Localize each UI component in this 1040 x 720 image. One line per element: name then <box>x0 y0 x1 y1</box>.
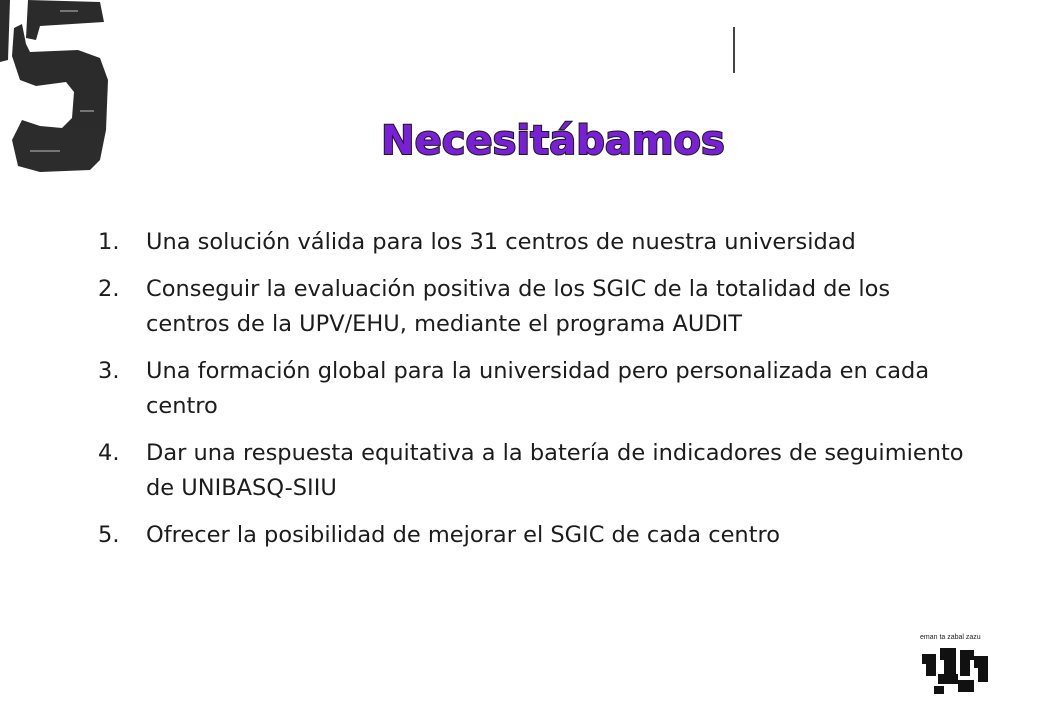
list-item-text: Una formación global para la universidad pero personalizada en cada centro <box>146 358 930 419</box>
list-item <box>98 225 978 260</box>
list-item-number: 3. <box>98 358 120 384</box>
university-logo <box>920 634 996 696</box>
list-item <box>98 354 978 424</box>
divider-line <box>733 27 735 73</box>
list-item-text: Ofrecer la posibilidad de mejorar el SGIC de cada centro <box>146 522 781 548</box>
list-item <box>98 436 978 506</box>
slide-title: Necesitábamos <box>381 118 725 164</box>
list-item <box>98 272 978 342</box>
list-item-number: 1. <box>98 229 120 255</box>
list-item-number: 2. <box>98 276 120 302</box>
list-item-text: Una solución válida para los 31 centros de nuestra universidad <box>146 229 856 255</box>
upv-ehu-logo-icon <box>920 644 996 696</box>
list-item-text: Dar una respuesta equitativa a la batería de indicadores de seguimiento de UNIBASQ-SIIU <box>146 440 964 501</box>
list-item <box>98 518 978 553</box>
list-item-text: Conseguir la evaluación positiva de los SGIC de la totalidad de los centros de la UPV/EHU, mediante el programa AUDIT <box>146 276 891 337</box>
list-item-number: 5. <box>98 522 120 548</box>
needs-list <box>98 225 978 565</box>
list-item-number: 4. <box>98 440 120 466</box>
logo-motto: eman ta zabal zazu <box>920 634 981 641</box>
